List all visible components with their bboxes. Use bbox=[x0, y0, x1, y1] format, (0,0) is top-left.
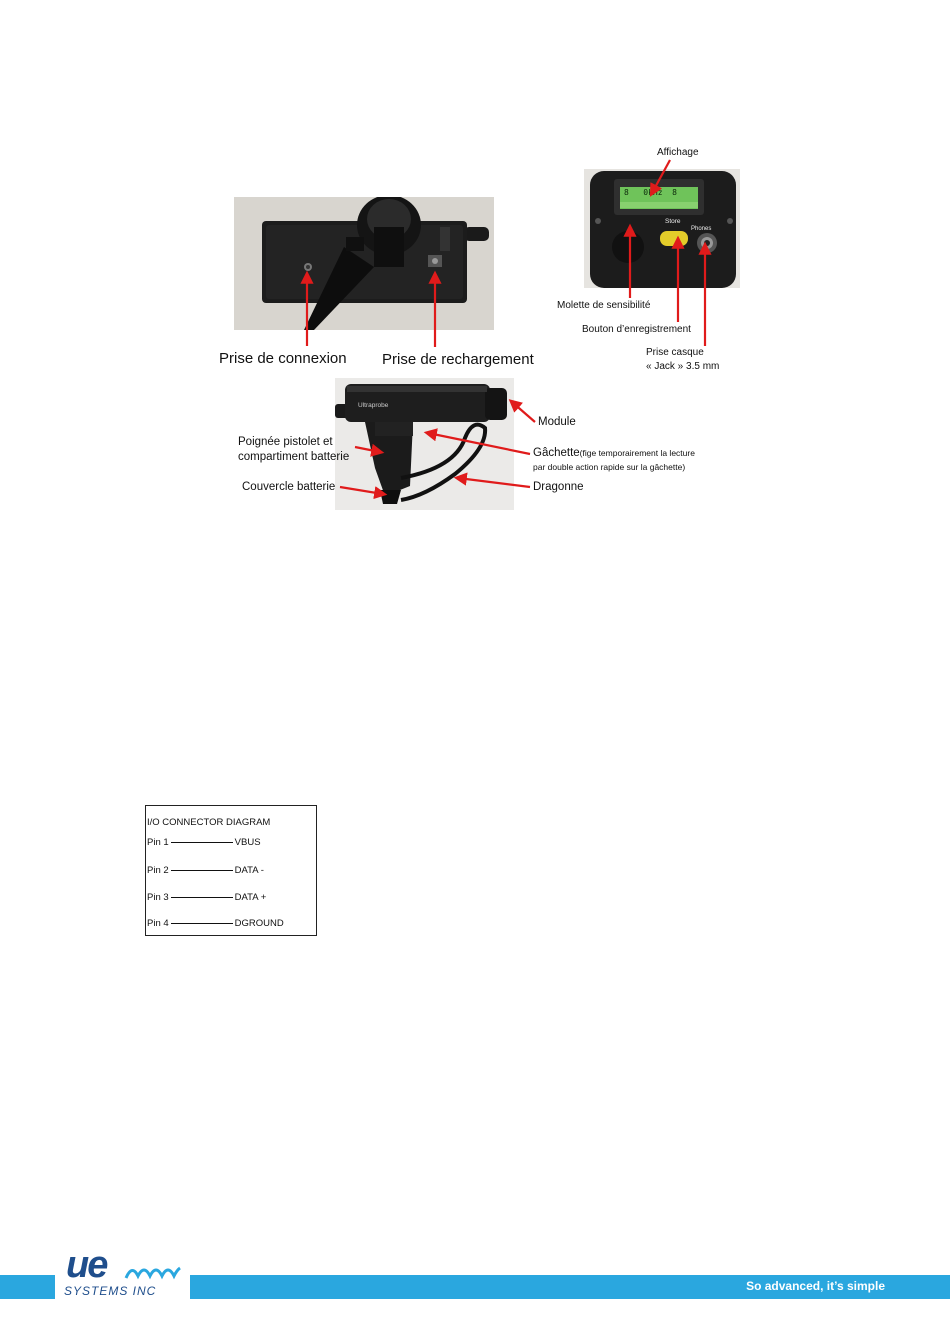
pin-row bbox=[147, 892, 266, 903]
arrow-module bbox=[512, 402, 535, 422]
store-button-label: Store bbox=[665, 218, 681, 225]
charging-port-label: Prise de rechargement bbox=[382, 351, 534, 368]
footer-slogan: So advanced, it’s simple bbox=[746, 1279, 885, 1293]
grip-label-line2: compartiment batterie bbox=[238, 451, 350, 463]
trigger-note-line1: (fige temporairement la lecture bbox=[579, 448, 695, 458]
control-panel-photo bbox=[584, 169, 740, 288]
diagram-title: I/O CONNECTOR DIAGRAM bbox=[147, 817, 271, 828]
connection-port-label: Prise de connexion bbox=[219, 350, 347, 367]
trigger-label-text: Gâchette bbox=[533, 447, 580, 459]
headphone-jack-label-line1: Prise casque bbox=[646, 347, 704, 358]
pin-signal: DATA - bbox=[234, 865, 264, 876]
ue-logo: ue bbox=[66, 1244, 107, 1286]
pin-signal: DATA + bbox=[234, 892, 267, 903]
record-button-label: Bouton d’enregistrement bbox=[582, 324, 691, 335]
battery-cover-label: Couvercle batterie bbox=[242, 481, 336, 493]
wave-logo-icon bbox=[124, 1262, 182, 1282]
pin-label: Pin 2 bbox=[147, 865, 169, 876]
display-readout: 8 0kHz 8 bbox=[624, 188, 677, 197]
ultraprobe-brand-text: Ultraprobe bbox=[358, 402, 389, 409]
display-label: Affichage bbox=[657, 147, 699, 158]
pin-label: Pin 4 bbox=[147, 918, 169, 929]
module-label: Module bbox=[538, 416, 576, 428]
pin-label: Pin 1 bbox=[147, 837, 169, 848]
sensitivity-dial-label: Molette de sensibilité bbox=[557, 300, 651, 311]
grip-label-line1: Poignée pistolet et bbox=[238, 436, 333, 448]
instrument-bottom-photo bbox=[234, 197, 494, 330]
pin-row bbox=[147, 837, 261, 848]
pin-row bbox=[147, 865, 264, 876]
trigger-note-line2: par double action rapide sur la gâchette) bbox=[533, 462, 686, 472]
systems-inc-logo: SYSTEMS INC bbox=[64, 1284, 157, 1298]
ultraprobe-gun-photo bbox=[335, 378, 514, 510]
pin-signal: VBUS bbox=[234, 837, 261, 848]
pin-label: Pin 3 bbox=[147, 892, 169, 903]
trigger-label bbox=[533, 447, 695, 459]
pin-signal: DGROUND bbox=[234, 918, 284, 929]
pin-line bbox=[171, 870, 233, 871]
pin-row bbox=[147, 918, 284, 929]
pin-line bbox=[171, 897, 233, 898]
pin-line bbox=[171, 842, 233, 843]
pin-line bbox=[171, 923, 233, 924]
headphone-jack-label-line2: « Jack » 3.5 mm bbox=[646, 361, 720, 372]
io-connector-diagram bbox=[145, 805, 317, 936]
wrist-strap-label: Dragonne bbox=[533, 481, 584, 493]
phones-jack-label: Phones bbox=[691, 226, 712, 232]
